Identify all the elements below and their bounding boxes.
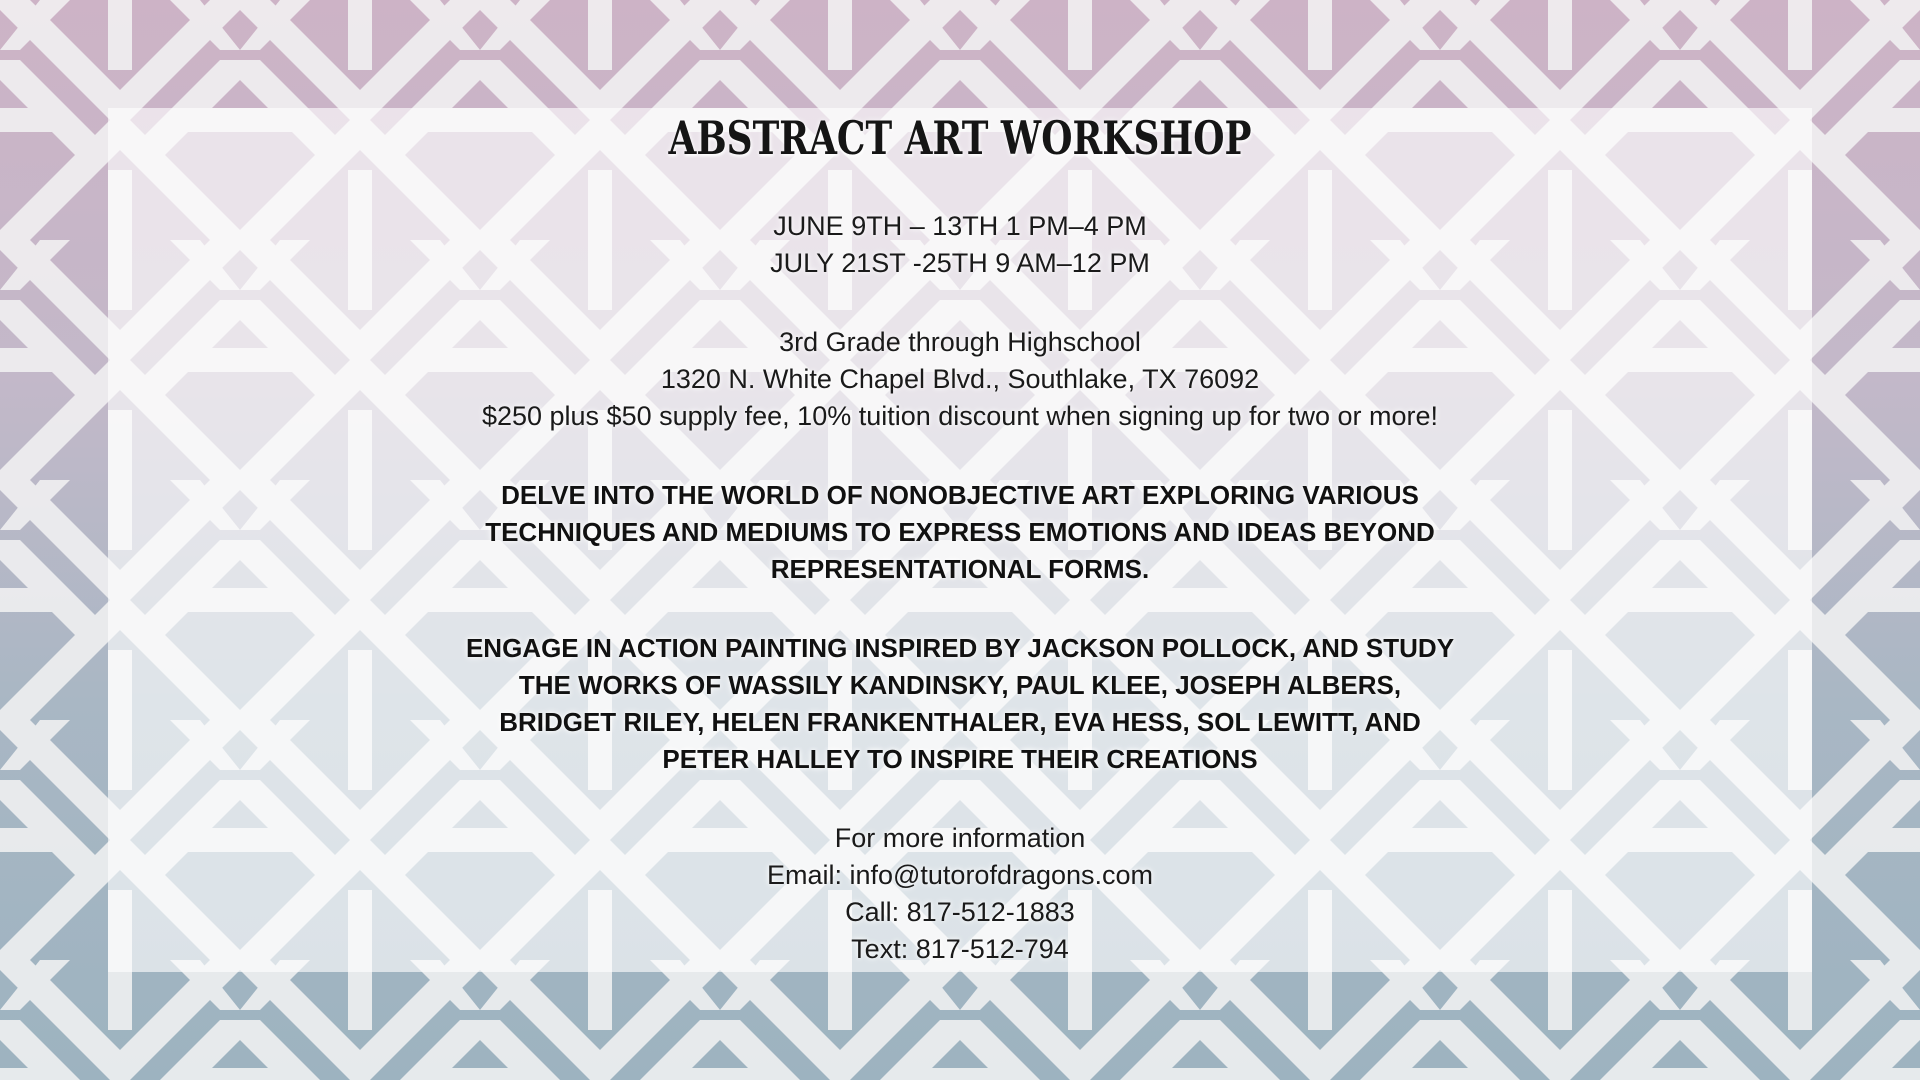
address: 1320 N. White Chapel Blvd., Southlake, TX 76092	[660, 364, 1260, 394]
contact-email[interactable]: Email: info@tutorofdragons.com	[766, 860, 1154, 890]
contact-phone[interactable]: Call: 817-512-1883	[845, 897, 1075, 927]
page-title: ABSTRACT ART WORKSHOP	[668, 111, 1252, 165]
spacer	[108, 282, 1812, 324]
spacer	[108, 435, 1812, 477]
workshop-flyer	[108, 108, 1812, 968]
date-line-june: JUNE 9TH – 13TH 1 PM–4 PM	[773, 211, 1147, 241]
grade-range: 3rd Grade through Highschool	[779, 327, 1141, 357]
contact-text[interactable]: Text: 817-512-794	[851, 934, 1069, 964]
description-artists: ENGAGE IN ACTION PAINTING INSPIRED BY JACKSON POLLOCK, AND STUDY THE WORKS OF WASSILY KANDINSKY, PAUL KLEE, JOSEPH ALBERS, BRIDGET RILEY, HELEN FRANKENTHALER, EVA HESS, SOL LEWITT, AND PETER HALLEY TO INSPIRE THEIR CREATIONS	[465, 633, 1455, 774]
pricing: $250 plus $50 supply fee, 10% tuition discount when signing up for two or more!	[481, 401, 1439, 431]
spacer	[108, 588, 1812, 630]
contact-heading: For more information	[834, 823, 1086, 853]
description-intro: DELVE INTO THE WORLD OF NONOBJECTIVE ART EXPLORING VARIOUS TECHNIQUES AND MEDIUMS TO EXPRESS EMOTIONS AND IDEAS BEYOND REPRESENTATIONAL FORMS.	[485, 480, 1435, 584]
spacer	[108, 778, 1812, 820]
date-line-july: JULY 21ST -25TH 9 AM–12 PM	[770, 248, 1150, 278]
